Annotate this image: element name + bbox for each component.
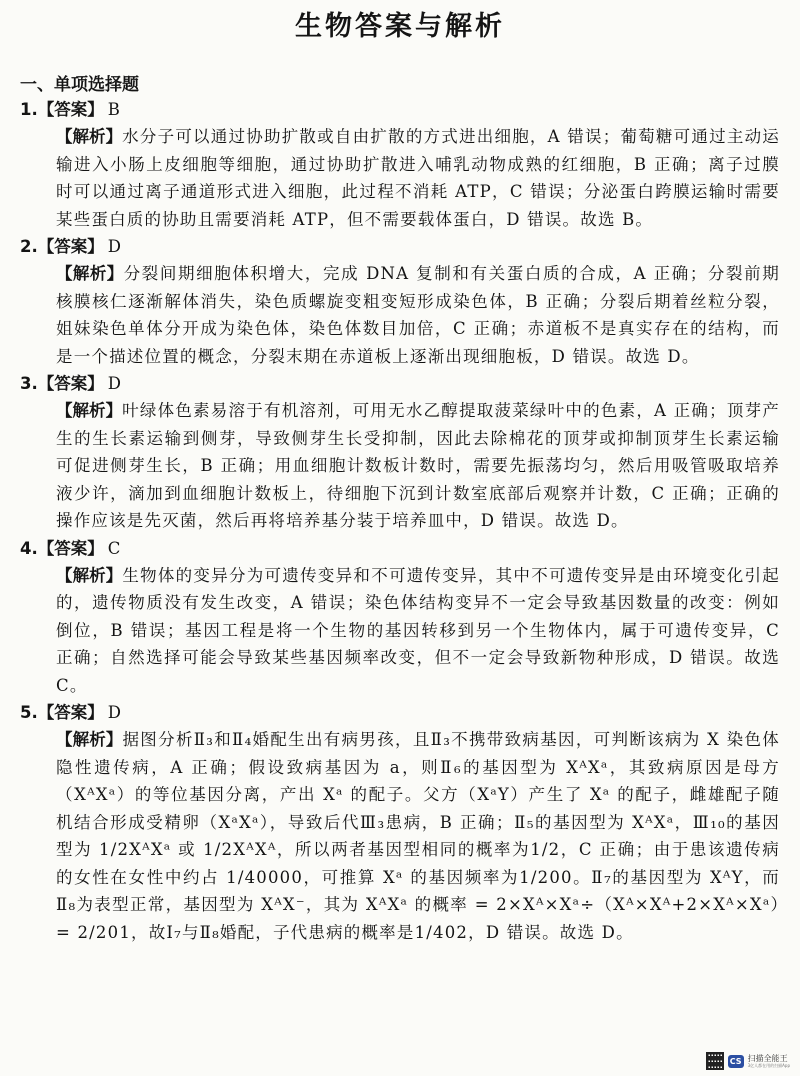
answer-label: 【答案】 (37, 538, 104, 558)
explanation-label: 【解析】 (56, 401, 123, 420)
explanation-paragraph (56, 397, 780, 535)
answer-line (20, 535, 780, 562)
answer-label: 【答案】 (37, 374, 104, 393)
question-number: 2. (20, 237, 38, 256)
answer-label: 【答案】 (37, 703, 104, 722)
answer-value: D (107, 237, 121, 256)
question-item (20, 370, 780, 535)
question-item (20, 535, 780, 700)
question-item (20, 233, 780, 370)
question-item (20, 96, 780, 233)
explanation-paragraph (56, 260, 780, 370)
question-number: 5. (20, 703, 38, 722)
answer-value: D (107, 703, 121, 722)
scanner-brand (748, 1054, 790, 1068)
explanation-paragraph (56, 123, 780, 233)
page-title: 生物答案与解析 (295, 11, 505, 42)
explanation-text: 分裂间期细胞体积增大，完成 DNA 复制和有关蛋白质的合成，A 正确；分裂前期核膜核仁逐渐解体消失，染色质螺旋变粗变短形成染色体，B 正确；分裂后期着丝粒分裂，姐妹染色单体分开成为染色体，染色体数目加倍，C 正确；赤道板不是真实存在的结构，而是一个描述位置的概念，分裂末期在赤道板上逐渐出现细胞板，D 错误。故选 D。 (56, 264, 780, 366)
explanation-text: 叶绿体色素易溶于有机溶剂，可用无水乙醇提取菠菜绿叶中的色素，A 正确；顶芽产生的生长素运输到侧芽，导致侧芽生长受抑制，因此去除棉花的顶芽或抑制顶芽生长素运输可促进侧芽生长，B 正确；用血细胞计数板计数时，需要先振荡均匀，然后用吸管吸取培养液少许，滴加到血细胞计数板上，待细胞下沉到计数室底部后观察并计数，C 正确；正确的操作应该是先灭菌，然后再将培养基分装于培养皿中，D 错误。故选 D。 (56, 401, 780, 530)
answer-line (20, 96, 780, 123)
explanation-paragraph (56, 726, 780, 946)
explanation-paragraph (56, 562, 780, 700)
answer-line (20, 233, 780, 260)
section-heading: 一、单项选择题 (20, 75, 139, 95)
scanner-watermark (706, 1052, 790, 1070)
explanation-label: 【解析】 (56, 264, 124, 283)
qr-code-icon (706, 1052, 724, 1070)
brand-tagline: 3亿人都在用的扫描App (747, 1063, 790, 1068)
answer-value: B (107, 100, 120, 119)
answer-value: C (107, 538, 121, 558)
explanation-label: 【解析】 (56, 730, 123, 749)
explanation-label: 【解析】 (56, 565, 123, 585)
explanation-text: 生物体的变异分为可遗传变异和不可遗传变异，其中不可遗传变异是由环境变化引起的，遗传物质没有发生改变，A 错误；染色体结构变异不一定会导致基因数量的改变：例如倒位，B 错误；基因工程是将一个生物的基因转移到另一个生物体内，属于可遗传变异，C 正确；自然选择可能会导致某些基因频率改变，但不一定会导致新物种形成，D 错误。故选 C。 (56, 565, 780, 695)
answer-label: 【答案】 (37, 237, 104, 256)
brand-name: 扫描全能王 (747, 1054, 788, 1063)
answer-line (20, 699, 780, 726)
explanation-text: 水分子可以通过协助扩散或自由扩散的方式进出细胞，A 错误；葡萄糖可通过主动运输进入小肠上皮细胞等细胞，通过协助扩散进入哺乳动物成熟的红细胞，B 正确；离子过膜时可以通过离子通道形式进入细胞，此过程不消耗 ATP，C 错误；分泌蛋白跨膜运输时需要某些蛋白质的协助且需要消耗 ATP，但不需要载体蛋白，D 错误。故选 B。 (56, 127, 780, 229)
answer-label: 【答案】 (37, 100, 104, 119)
question-number: 3. (20, 374, 38, 393)
explanation-text: 据图分析Ⅱ₃和Ⅱ₄婚配生出有病男孩，且Ⅱ₃不携带致病基因，可判断该病为 X 染色体隐性遗传病，A 正确；假设致病基因为 a，则Ⅱ₆的基因型为 XᴬXᵃ，其致病原因是母方（XᴬXᵃ）的等位基因分离，产出 Xᵃ 的配子。父方（XᵃY）产生了 Xᵃ 的配子，雌雄配子随机结合形成受精卵（XᵃXᵃ），导致后代Ⅲ₃患病，B 正确；Ⅱ₅的基因型为 XᴬXᵃ，Ⅲ₁₀的基因型为 1/2XᴬXᵃ 或 1/2XᴬXᴬ，所以两者基因型相同的概率为1/2，C 正确；由于患该遗传病的女性在女性中约占 1/40000，可推算 Xᵃ 的基因频率为1/200。Ⅱ₇的基因型为 XᴬY，而Ⅱ₈为表型正常，基因型为 XᴬX⁻，其为 XᴬXᵃ 的概率 = 2×Xᴬ×Xᵃ÷（Xᴬ×Xᴬ+2×Xᴬ×Xᵃ）= 2/201，故Ⅰ₇与Ⅱ₈婚配，子代患病的概率是1/402，D 错误。故选 D。 (56, 730, 781, 942)
scanner-logo-icon: CS (728, 1055, 744, 1068)
question-number: 4. (20, 538, 38, 558)
questions-list (20, 96, 780, 946)
explanation-label: 【解析】 (56, 127, 123, 146)
answer-value: D (107, 374, 121, 393)
answer-line (20, 370, 780, 397)
question-number: 1. (20, 100, 38, 119)
question-item (20, 699, 780, 946)
